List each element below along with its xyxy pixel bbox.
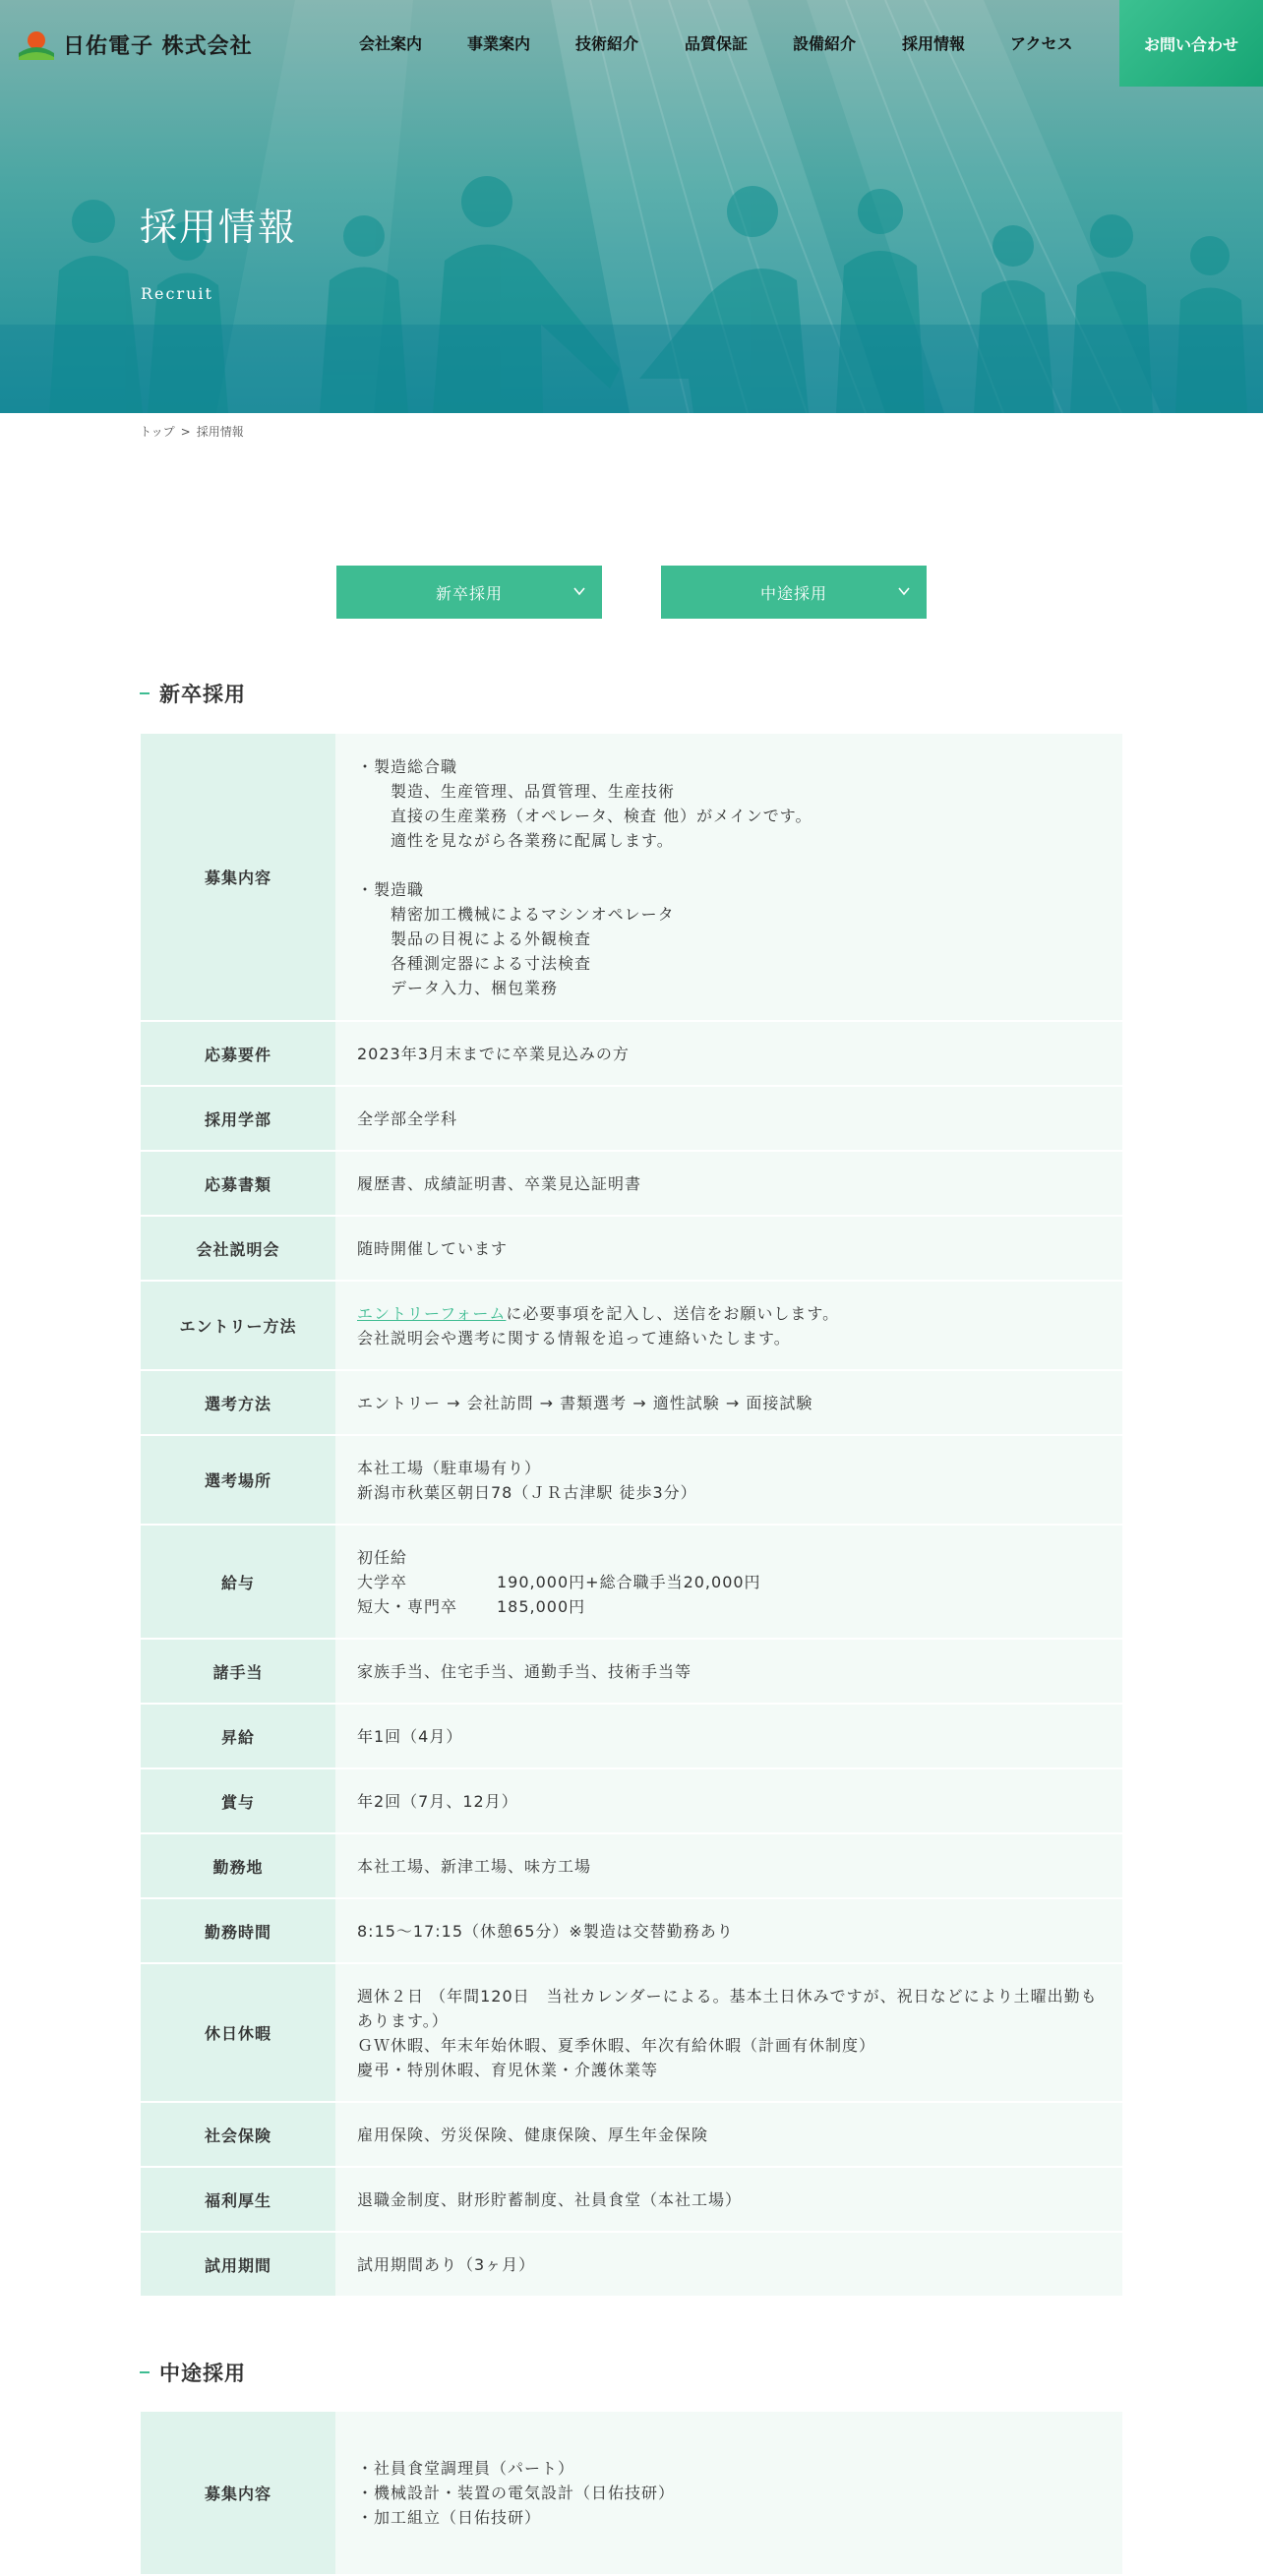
row-label: 試用期間 <box>141 2232 335 2297</box>
row-label: 選考場所 <box>141 1435 335 1525</box>
row-value <box>335 1281 1122 1370</box>
table-row <box>141 734 1122 1021</box>
row-label: 賞与 <box>141 1768 335 1833</box>
row-label: 勤務時間 <box>141 1898 335 1963</box>
tab-mid-career[interactable] <box>661 566 927 619</box>
row-label: 応募要件 <box>141 1021 335 1086</box>
section-title-new-grad-text: 新卒採用 <box>159 683 246 706</box>
job-category: ・製造職 <box>357 879 425 899</box>
entry-followup: 会社説明会や選考に関する情報を追って連絡いたします。 <box>357 1328 791 1348</box>
job-category: ・加工組立（日佑技研） <box>357 2508 542 2527</box>
nav-quality[interactable]: 品質保証 <box>685 34 749 53</box>
row-label: 社会保険 <box>141 2102 335 2167</box>
table-row <box>141 1898 1122 1963</box>
table-row <box>141 2102 1122 2167</box>
row-value <box>335 1435 1122 1525</box>
job-detail: 各種測定器による寸法検査 <box>391 953 592 973</box>
tab-mid-career-label: 中途採用 <box>759 583 827 603</box>
row-label: 応募書類 <box>141 1151 335 1216</box>
spacer <box>357 853 1103 877</box>
section-title-new-grad <box>140 679 246 708</box>
job-category: ・社員食堂調理員（パート） <box>357 2459 575 2478</box>
nav-access[interactable]: アクセス <box>1010 34 1073 53</box>
nav-technology[interactable]: 技術紹介 <box>575 34 639 53</box>
breadcrumb-current: 採用情報 <box>196 425 244 439</box>
table-row <box>141 1281 1122 1370</box>
row-label: 勤務地 <box>141 1833 335 1898</box>
section-title-mid-career-text: 中途採用 <box>159 2362 246 2385</box>
location-line: 新潟市秋葉区朝日78（ＪＲ古津駅 徒歩3分） <box>357 1482 697 1502</box>
breadcrumb-separator: > <box>180 425 191 439</box>
row-value: 随時開催しています <box>335 1216 1122 1281</box>
nav-business[interactable]: 事業案内 <box>467 34 531 53</box>
title-dash <box>140 692 150 694</box>
row-value <box>335 2412 1122 2575</box>
job-detail: 適性を見ながら各業務に配属します。 <box>391 830 674 850</box>
title-dash <box>140 2371 150 2373</box>
salary-heading: 初任給 <box>357 1547 408 1567</box>
job-detail: データ入力、梱包業務 <box>391 978 559 997</box>
hero-banner <box>0 0 1263 413</box>
table-row <box>141 1370 1122 1435</box>
page-subtitle: Recruit <box>141 284 213 303</box>
contact-button[interactable]: お問い合わせ <box>1119 0 1263 87</box>
row-value: 履歴書、成績証明書、卒業見込証明書 <box>335 1151 1122 1216</box>
row-value: 年1回（4月） <box>335 1704 1122 1768</box>
company-name: 日佑電子 株式会社 <box>63 32 253 59</box>
tab-new-grad[interactable] <box>336 566 602 619</box>
tab-new-grad-label: 新卒採用 <box>435 583 503 603</box>
table-row <box>141 1021 1122 1086</box>
mid-career-requirements-table <box>141 2412 1122 2576</box>
new-grad-requirements-table <box>141 734 1122 2298</box>
row-label: 募集内容 <box>141 2412 335 2575</box>
job-detail: 精密加工機械によるマシンオペレータ <box>391 904 675 924</box>
nav-company[interactable]: 会社案内 <box>359 34 423 53</box>
chevron-down-icon <box>572 584 586 598</box>
row-value: 本社工場、新津工場、味方工場 <box>335 1833 1122 1898</box>
row-label: 会社説明会 <box>141 1216 335 1281</box>
job-category: ・製造総合職 <box>357 756 458 776</box>
row-value: エントリー → 会社訪問 → 書類選考 → 適性試験 → 面接試験 <box>335 1370 1122 1435</box>
table-row <box>141 1768 1122 1833</box>
job-category: ・機械設計・装置の電気設計（日佑技研） <box>357 2484 676 2502</box>
table-row <box>141 1963 1122 2102</box>
row-value: 2023年3月末までに卒業見込みの方 <box>335 1021 1122 1086</box>
row-label: 選考方法 <box>141 1370 335 1435</box>
row-value: 全学部全学科 <box>335 1086 1122 1151</box>
table-row <box>141 1833 1122 1898</box>
row-label: 給与 <box>141 1525 335 1639</box>
table-row <box>141 2412 1122 2575</box>
row-label: 採用学部 <box>141 1086 335 1151</box>
salary-college-label: 短大・専門卒 <box>357 1596 458 1616</box>
row-value: 8:15～17:15（休憩65分）※製造は交替勤務あり <box>335 1898 1122 1963</box>
entry-form-link[interactable]: エントリーフォーム <box>357 1303 507 1323</box>
table-row <box>141 2167 1122 2232</box>
row-value <box>335 1525 1122 1639</box>
job-detail: 製品の目視による外観検査 <box>391 929 592 948</box>
table-row <box>141 1435 1122 1525</box>
row-label: 休日休暇 <box>141 1963 335 2102</box>
job-detail: 製造、生産管理、品質管理、生産技術 <box>391 781 676 801</box>
table-row <box>141 1704 1122 1768</box>
row-label: 募集内容 <box>141 734 335 1021</box>
table-row <box>141 1639 1122 1704</box>
salary-college-value: 185,000円 <box>497 1596 586 1616</box>
row-label: 昇給 <box>141 1704 335 1768</box>
row-value: 雇用保険、労災保険、健康保険、厚生年金保険 <box>335 2102 1122 2167</box>
row-value <box>335 734 1122 1021</box>
row-label: エントリー方法 <box>141 1281 335 1370</box>
salary-univ-label: 大学卒 <box>357 1572 408 1591</box>
table-row <box>141 1086 1122 1151</box>
holiday-line: 週休２日 （年間120日 当社カレンダーによる。基本土日休みですが、祝日などにより土曜出勤もあります。） <box>357 1986 1098 2030</box>
page-title: 採用情報 <box>140 206 298 249</box>
row-value: 試用期間あり（3ヶ月） <box>335 2232 1122 2297</box>
nav-equipment[interactable]: 設備紹介 <box>793 34 857 53</box>
location-line: 本社工場（駐車場有り） <box>357 1458 542 1477</box>
table-row <box>141 1216 1122 1281</box>
table-row <box>141 1525 1122 1639</box>
entry-instruction: に必要事項を記入し、送信をお願いします。 <box>506 1303 840 1323</box>
row-label: 福利厚生 <box>141 2167 335 2232</box>
table-row <box>141 1151 1122 1216</box>
row-value: 退職金制度、財形貯蓄制度、社員食堂（本社工場） <box>335 2167 1122 2232</box>
holiday-line: ＧＷ休暇、年末年始休暇、夏季休暇、年次有給休暇（計画有休制度） <box>357 2035 876 2055</box>
nav-recruit[interactable]: 採用情報 <box>902 34 966 53</box>
breadcrumb <box>140 423 244 440</box>
global-nav <box>0 0 1263 87</box>
section-title-mid-career <box>140 2358 246 2387</box>
chevron-down-icon <box>897 584 911 598</box>
row-value: 家族手当、住宅手当、通勤手当、技術手当等 <box>335 1639 1122 1704</box>
breadcrumb-home-link[interactable]: トップ <box>140 425 175 439</box>
row-value: 年2回（7月、12月） <box>335 1768 1122 1833</box>
row-value <box>335 1963 1122 2102</box>
salary-univ-value: 190,000円+総合職手当20,000円 <box>497 1572 761 1591</box>
job-detail: 直接の生産業務（オペレータ、検査 他）がメインです。 <box>391 806 812 825</box>
holiday-line: 慶弔・特別休暇、育児休業・介護休業等 <box>357 2060 659 2079</box>
row-label: 諸手当 <box>141 1639 335 1704</box>
table-row <box>141 2232 1122 2297</box>
